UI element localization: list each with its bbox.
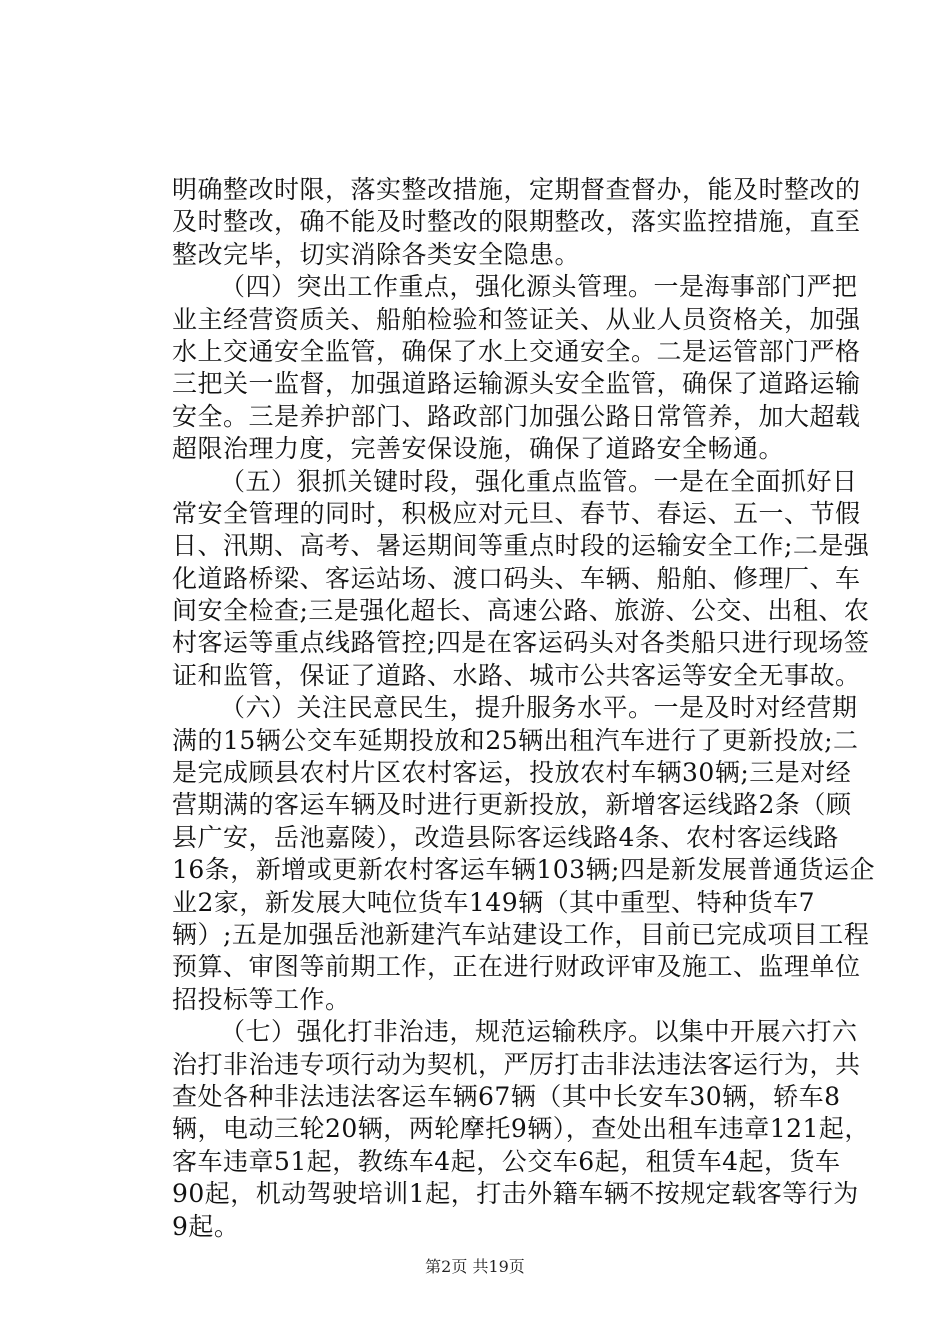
- text-line: 查处各种非法违法客运车辆67辆（其中长安车30辆，轿车8: [172, 1081, 841, 1111]
- text-line: 业2家，新发展大吨位货车149辆（其中重型、特种货车7: [172, 887, 816, 917]
- paragraph-start-line: （五）狠抓关键时段，强化重点监管。一是在全面抓好日: [220, 466, 858, 496]
- text-line: 水上交通安全监管，确保了水上交通安全。二是运管部门严格: [172, 336, 861, 366]
- text-line: 是完成顾县农村片区农村客运，投放农村车辆30辆;三是对经: [172, 758, 852, 788]
- text-line: 辆，电动三轮20辆，两轮摩托9辆），查处出租车违章121起，: [172, 1114, 870, 1144]
- text-line: 9起。: [172, 1211, 240, 1241]
- text-line: 营期满的客运车辆及时进行更新投放，新增客运线路2条（顾: [172, 790, 852, 820]
- text-line: 超限治理力度，完善安保设施，确保了道路安全畅通。: [172, 434, 785, 464]
- paragraph-start-line: （七）强化打非治违，规范运输秩序。以集中开展六打六: [220, 1017, 858, 1047]
- text-line: 日、汛期、高考、暑运期间等重点时段的运输安全工作;二是强: [172, 531, 870, 561]
- text-line: 客车违章51起，教练车4起，公交车6起，租赁车4起，货车: [172, 1146, 841, 1176]
- text-line: 证和监管，保证了道路、水路、城市公共客运等安全无事故。: [172, 660, 861, 690]
- text-line: 满的15辆公交车延期投放和25辆出租汽车进行了更新投放;二: [172, 725, 859, 755]
- body-text: [172, 174, 875, 1243]
- text-line: 预算、审图等前期工作，正在进行财政评审及施工、监理单位: [172, 952, 861, 982]
- text-line: 及时整改，确不能及时整改的限期整改，落实监控措施，直至: [172, 207, 861, 237]
- paragraph-start-line: （六）关注民意民生，提升服务水平。一是及时对经营期: [220, 693, 858, 723]
- text-line: 间安全检查;三是强化超长、高速公路、旅游、公交、出租、农: [172, 596, 870, 626]
- text-line: 业主经营资质关、船舶检验和签证关、从业人员资格关，加强: [172, 304, 861, 334]
- text-line: 村客运等重点线路管控;四是在客运码头对各类船只进行现场签: [172, 628, 870, 658]
- paragraph-start-line: （四）突出工作重点，强化源头管理。一是海事部门严把: [220, 272, 858, 302]
- text-line: 整改完毕，切实消除各类安全隐患。: [172, 239, 581, 269]
- text-line: 明确整改时限，落实整改措施，定期督查督办，能及时整改的: [172, 175, 861, 204]
- text-line: 常安全管理的同时，积极应对元旦、春节、春运、五一、节假: [172, 498, 861, 528]
- text-line: 三把关一监督，加强道路运输源头安全监管，确保了道路运输: [172, 369, 861, 399]
- text-line: 辆）;五是加强岳池新建汽车站建设工作，目前已完成项目工程: [172, 919, 870, 949]
- text-line: 化道路桥梁、客运站场、渡口码头、车辆、船舶、修理厂、车: [172, 563, 861, 593]
- text-line: 90起，机动驾驶培训1起，打击外籍车辆不按规定载客等行为: [172, 1179, 859, 1209]
- text-line: 治打非治违专项行动为契机，严厉打击非法违法客运行为，共: [172, 1049, 861, 1079]
- text-line: 16条，新增或更新农村客运车辆103辆;四是新发展普通货运企: [172, 855, 875, 885]
- text-line: 县广安，岳池嘉陵），改造县际客运线路4条、农村客运线路: [172, 822, 839, 852]
- page-number-footer: 第2页 共19页: [425, 1257, 525, 1276]
- text-line: 招投标等工作。: [172, 984, 351, 1014]
- text-line: 安全。三是养护部门、路政部门加强公路日常管养，加大超载: [172, 401, 861, 431]
